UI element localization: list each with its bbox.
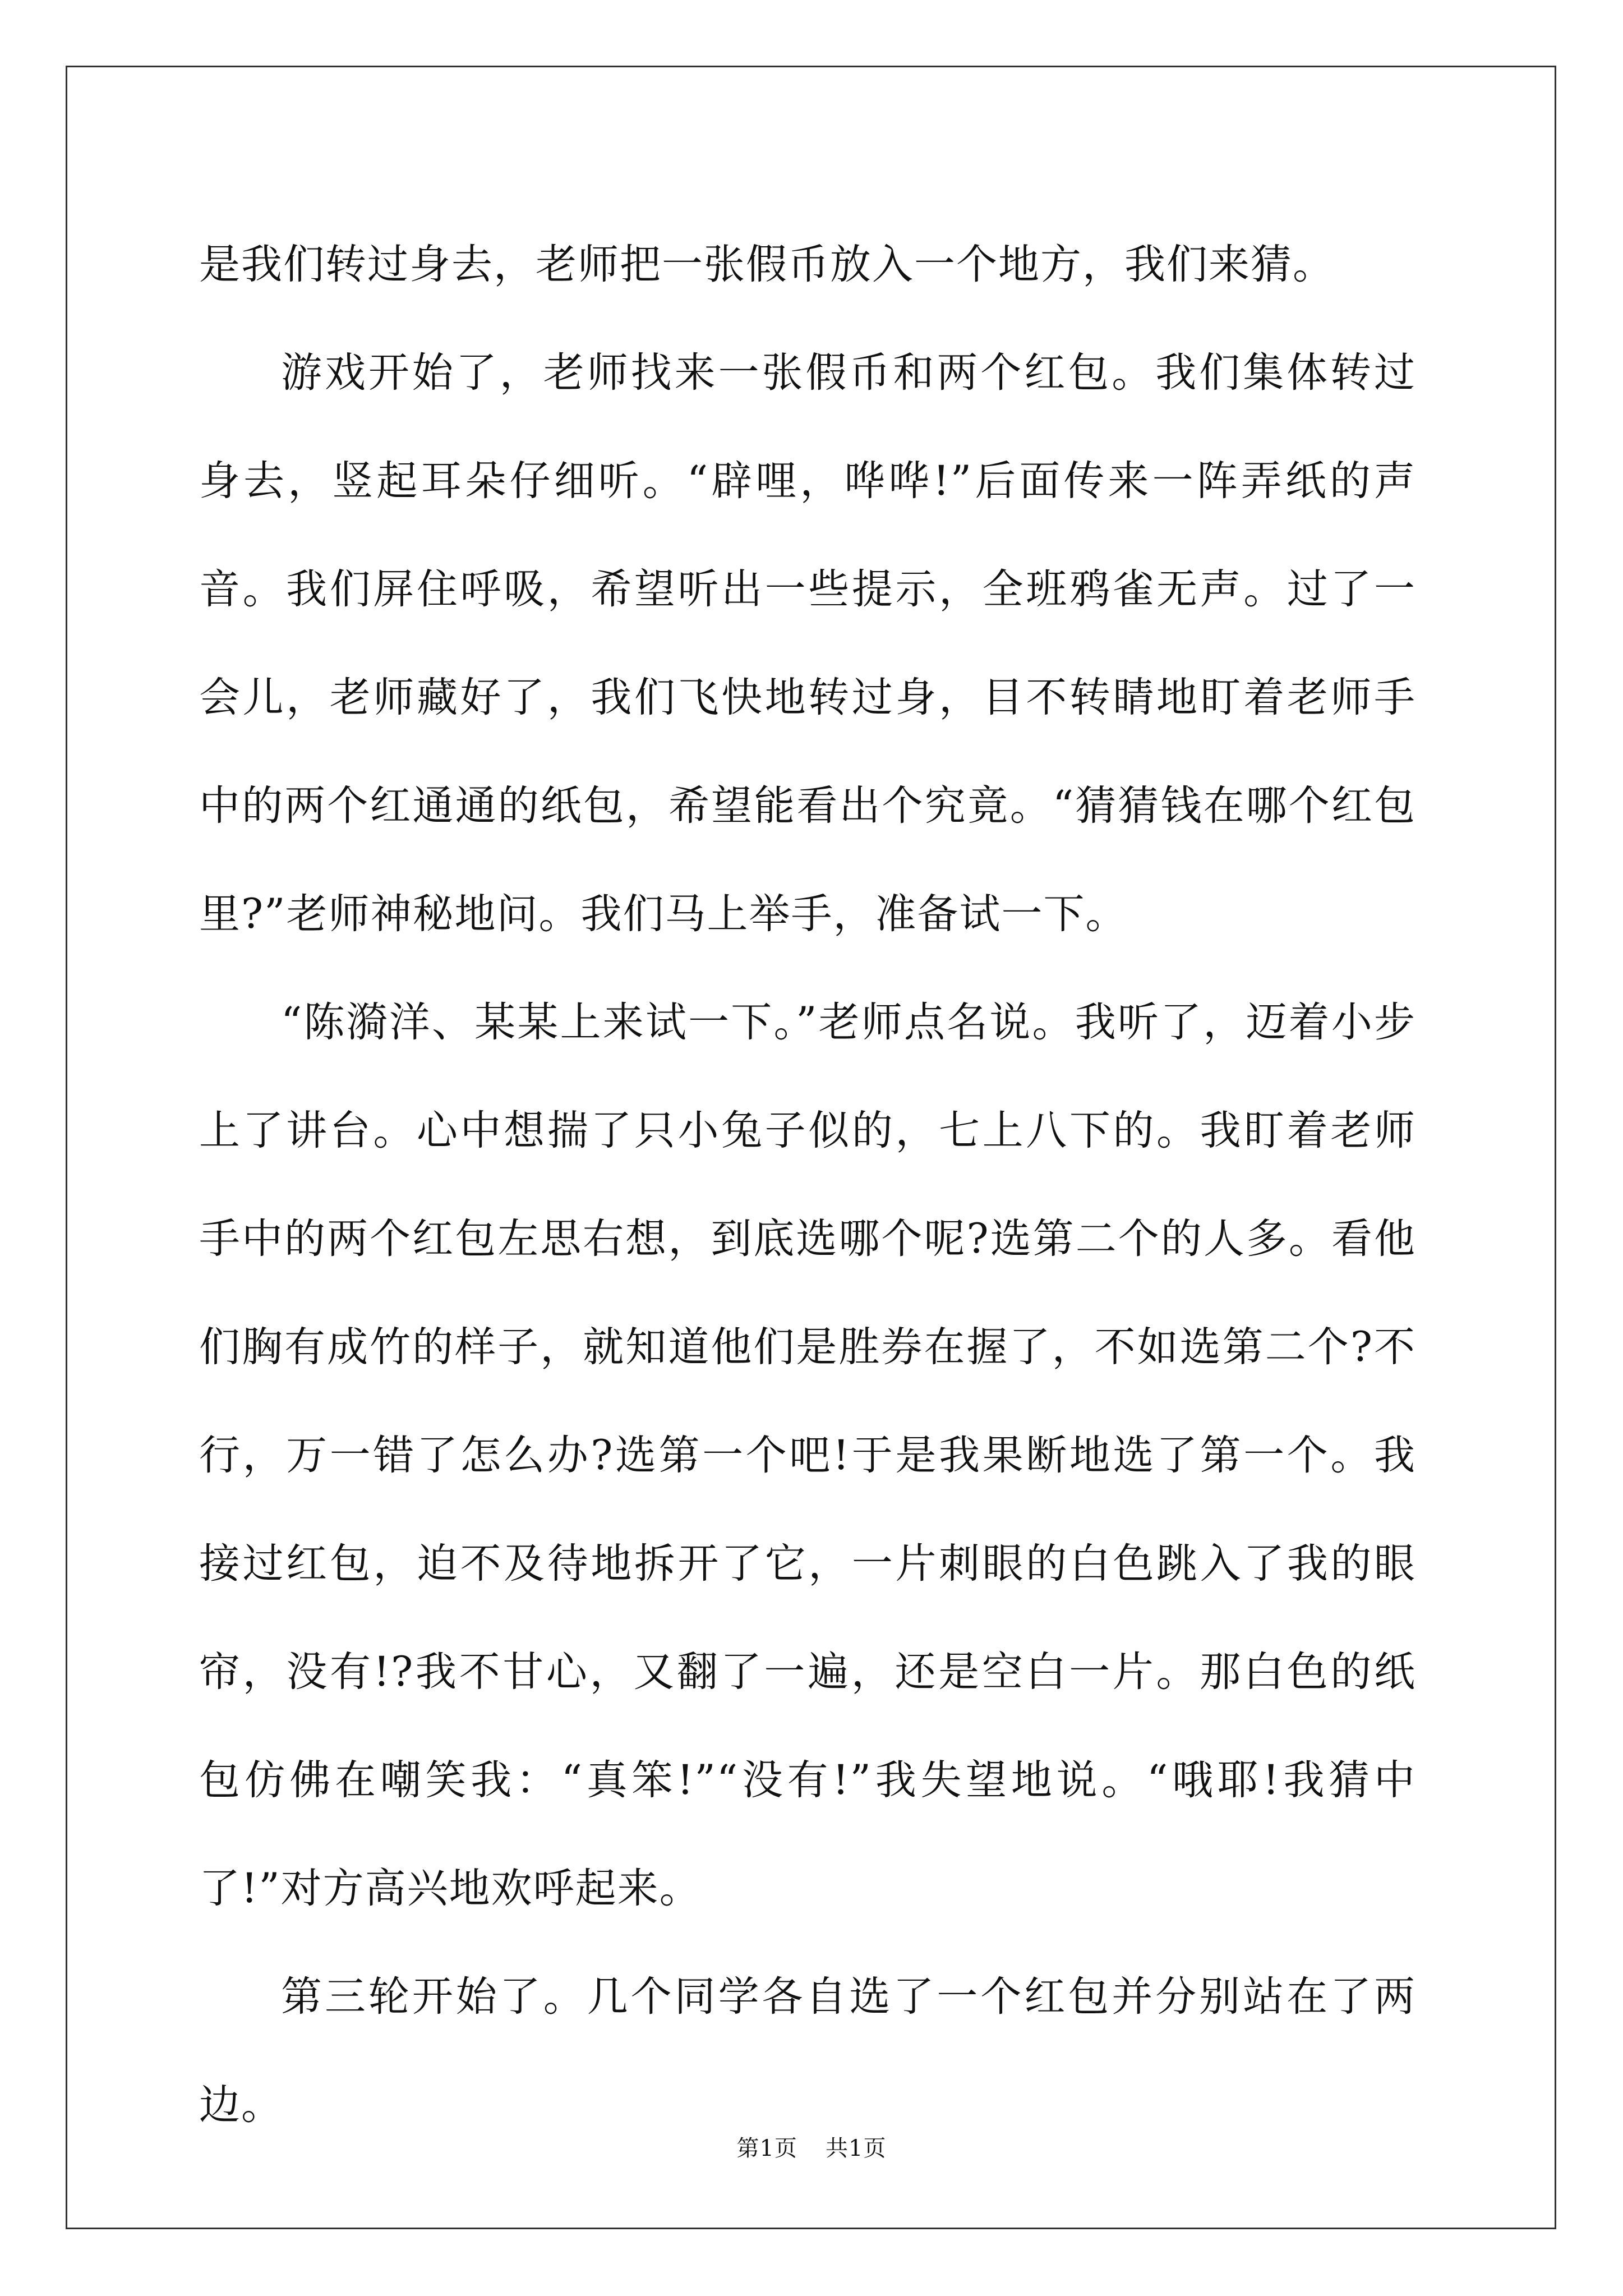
page-footer [0, 2132, 1623, 2165]
paragraph-2: 游戏开始了，老师找来一张假币和两个红包。我们集体转过身去，竖起耳朵仔细听。“辟哩，哗哗!”后面传来一阵弄纸的声音。我们屏住呼吸，希望听出一些提示，全班鸦雀无声。过了一会儿，老师藏好了，我们飞快地转过身，目不转睛地盯着老师手中的两个红通通的纸包，希望能看出个究竟。“猜猜钱在哪个红包里?”老师神秘地问。我们马上举手，准备试一下。 [199, 349, 1416, 938]
page-number: 第1页 [736, 2136, 797, 2161]
paragraph-3: “陈漪洋、某某上来试一下。”老师点名说。我听了，迈着小步上了讲台。心中想揣了只小兔子似的，七上八下的。我盯着老师手中的两个红包左思右想，到底选哪个呢?选第二个的人多。看他们胸有成竹的样子，就知道他们是胜券在握了，不如选第二个?不行，万一错了怎么办?选第一个吧!于是我果断地选了第一个。我接过红包，迫不及待地拆开了它，一片刺眼的白色跳入了我的眼帘，没有!?我不甘心，又翻了一遍，还是空白一片。那白色的纸包仿佛在嘲笑我：“真笨!”“没有!”我失望地说。“哦耶!我猜中了!”对方高兴地欢呼起来。 [199, 999, 1416, 1912]
paragraph-1: 是我们转过身去，老师把一张假币放入一个地方，我们来猜。 [199, 241, 1335, 288]
document-body [199, 210, 1416, 2159]
page-total: 共1页 [826, 2136, 887, 2161]
paragraph-4: 第三轮开始了。几个同学各自选了一个红包并分别站在了两边。 [199, 1973, 1416, 2129]
